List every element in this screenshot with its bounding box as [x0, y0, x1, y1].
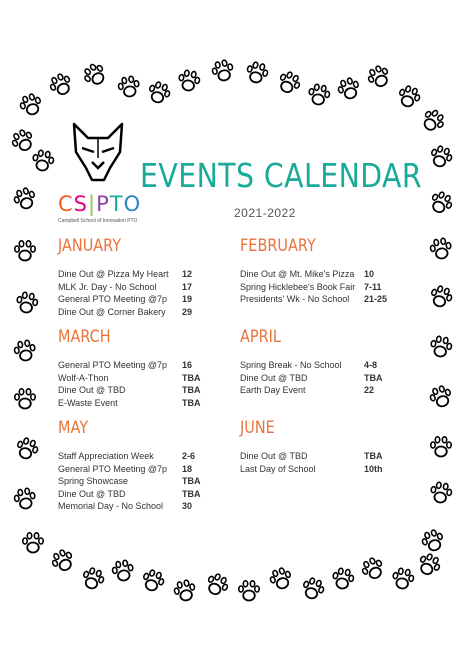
paw-print-icon — [199, 567, 235, 603]
event-row — [58, 463, 228, 476]
paw-print-icon — [114, 72, 144, 102]
event-row — [58, 384, 228, 397]
event-row — [240, 450, 410, 463]
event-date: TBA — [182, 397, 201, 408]
event-name: Dine Out @ TBD — [240, 372, 308, 383]
event-name: Dine Out @ TBD — [58, 488, 126, 499]
event-row — [240, 293, 410, 306]
event-row — [240, 268, 410, 281]
paw-print-icon — [207, 55, 239, 87]
paw-print-icon — [426, 478, 456, 508]
paw-print-icon — [328, 564, 358, 594]
event-name: Wolf-A-Thon — [58, 372, 109, 383]
event-row — [58, 306, 228, 319]
event-row — [58, 450, 228, 463]
event-date: 21-25 — [364, 294, 388, 304]
event-date: 10 — [364, 269, 375, 279]
month-march — [58, 327, 228, 409]
paw-print-icon — [423, 185, 458, 221]
event-name: Dine Out @ Corner Bakery — [58, 306, 166, 317]
event-row — [58, 475, 228, 488]
month-february — [240, 236, 410, 306]
month-june — [240, 418, 410, 475]
paw-print-icon — [28, 146, 58, 176]
paw-print-icon — [424, 280, 457, 313]
event-row — [240, 372, 410, 385]
event-name: MLK Jr. Day - No School — [58, 281, 157, 292]
event-name: Dine Out @ TBD — [240, 451, 308, 461]
month-may — [58, 418, 228, 513]
paw-print-icon — [271, 65, 307, 101]
page-title: EVENTS CALENDAR — [140, 156, 423, 195]
event-date: TBA — [364, 372, 383, 383]
logo-letter: S — [73, 192, 89, 216]
month-january — [58, 236, 228, 318]
logo-letter: O — [123, 192, 142, 216]
event-row — [240, 463, 410, 476]
paw-print-icon — [424, 140, 457, 173]
paw-print-icon — [392, 80, 425, 113]
paw-print-icon — [14, 88, 47, 121]
event-date: 4-8 — [364, 360, 378, 370]
event-name: General PTO Meeting @7p — [58, 463, 168, 474]
csipto-logo-mark — [58, 192, 158, 216]
paw-print-icon — [426, 234, 456, 264]
event-date: 17 — [182, 281, 193, 292]
logo-letter: C — [58, 192, 74, 216]
event-date: 30 — [182, 501, 193, 511]
paw-print-icon — [355, 551, 391, 587]
event-date: TBA — [182, 385, 201, 395]
event-name: Dine Out @ TBD — [58, 385, 126, 395]
event-date: TBA — [182, 372, 201, 383]
month-heading: MARCH — [58, 327, 111, 347]
event-name: Staff Appreciation Week — [58, 451, 154, 461]
event-name: Spring Hicklebee's Book Fair — [240, 281, 356, 292]
paw-print-icon — [10, 484, 40, 514]
event-row — [58, 293, 228, 306]
logo-letter: | — [88, 192, 97, 216]
month-heading: JUNE — [240, 418, 275, 438]
school-year: 2021-2022 — [234, 206, 296, 220]
event-row — [240, 384, 410, 397]
paw-print-icon — [43, 67, 79, 103]
event-date: 22 — [364, 385, 375, 395]
month-heading: FEBRUARY — [240, 236, 316, 256]
event-name: E-Waste Event — [58, 397, 118, 408]
event-date: 7-11 — [364, 281, 382, 292]
paw-print-icon — [76, 562, 109, 595]
paw-print-icon — [361, 59, 397, 95]
event-date: 12 — [182, 269, 193, 279]
event-name: Dine Out @ Pizza My Heart — [58, 269, 169, 279]
paw-print-icon — [236, 578, 262, 604]
event-date: TBA — [182, 476, 201, 486]
paw-print-icon — [108, 556, 138, 586]
logo-subtitle: Campbell School of Innovation PTO — [58, 218, 138, 224]
paw-print-icon — [174, 66, 204, 96]
paw-print-icon — [20, 530, 46, 556]
paw-print-icon — [136, 564, 169, 597]
event-name: General PTO Meeting @7p — [58, 360, 168, 370]
paw-print-icon — [304, 80, 334, 110]
event-date: 29 — [182, 306, 193, 317]
month-heading: APRIL — [240, 327, 281, 347]
paw-print-icon — [8, 182, 41, 215]
paw-print-icon — [411, 547, 447, 583]
event-row — [58, 281, 228, 294]
event-name: Dine Out @ Mt. Mike's Pizza — [240, 269, 355, 279]
event-date: 18 — [182, 463, 193, 474]
paw-print-icon — [241, 57, 273, 89]
event-date: 16 — [182, 360, 193, 370]
paw-print-icon — [10, 432, 43, 465]
paw-print-icon — [332, 72, 365, 105]
paw-print-icon — [415, 103, 452, 140]
paw-print-icon — [10, 336, 40, 366]
logo-letter: P — [96, 192, 110, 216]
event-date: 2-6 — [182, 451, 196, 461]
wolf-head-logo-icon — [70, 122, 126, 182]
event-row — [58, 488, 228, 501]
event-row — [58, 268, 228, 281]
event-row — [58, 500, 228, 513]
paw-print-icon — [12, 238, 38, 264]
paw-print-icon — [142, 76, 175, 109]
paw-print-icon — [428, 434, 454, 460]
event-row — [240, 359, 410, 372]
event-row — [58, 359, 228, 372]
event-date: TBA — [182, 488, 201, 499]
event-name: Spring Break - No School — [240, 360, 342, 370]
month-heading: MAY — [58, 418, 89, 438]
paw-print-icon — [424, 380, 457, 413]
paw-print-icon — [12, 288, 42, 318]
month-april — [240, 327, 410, 397]
event-name: Earth Day Event — [240, 385, 306, 395]
event-name: Spring Showcase — [58, 476, 129, 486]
paw-print-icon — [426, 332, 456, 362]
event-date: TBA — [364, 451, 383, 461]
event-name: Memorial Day - No School — [58, 501, 164, 511]
month-heading: JANUARY — [58, 236, 122, 256]
event-row — [58, 397, 228, 410]
event-row — [58, 372, 228, 385]
paw-print-icon — [77, 57, 114, 94]
event-name: General PTO Meeting @7p — [58, 294, 168, 304]
csipto-logo — [58, 192, 158, 224]
paw-print-icon — [12, 386, 38, 412]
event-row — [240, 281, 410, 294]
event-name: Presidents' Wk - No School — [240, 294, 350, 304]
event-date: 10th — [364, 463, 383, 474]
event-name: Last Day of School — [240, 463, 316, 474]
paw-print-icon — [169, 575, 201, 607]
logo-letter: T — [109, 192, 124, 216]
paw-print-icon — [296, 572, 329, 605]
paw-print-icon — [45, 543, 81, 579]
event-date: 19 — [182, 294, 193, 304]
paw-print-icon — [264, 562, 297, 595]
